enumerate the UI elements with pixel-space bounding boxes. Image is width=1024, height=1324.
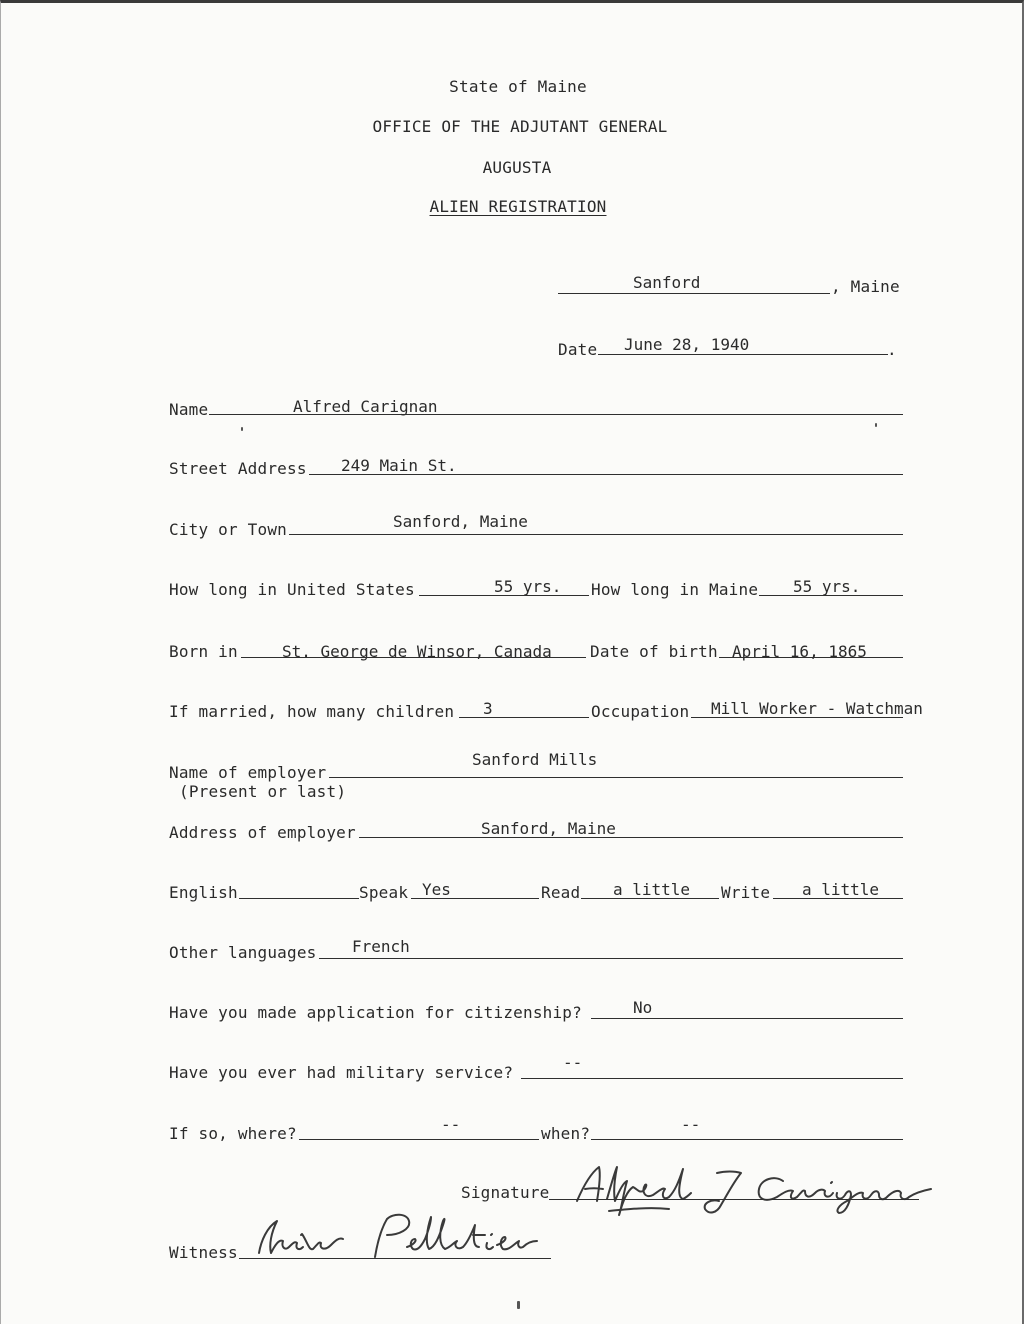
city-label: City or Town — [169, 520, 287, 539]
street-label: Street Address — [169, 459, 307, 478]
read-line — [581, 898, 719, 899]
military-value: -- — [563, 1053, 583, 1072]
signature-handwriting — [549, 1161, 939, 1219]
read-value: a little — [613, 880, 691, 899]
date-terminal: . — [887, 340, 897, 359]
employer-value: Sanford Mills — [472, 750, 598, 769]
date-value: June 28, 1940 — [624, 335, 750, 354]
street-line — [309, 474, 903, 475]
born-label: Born in — [169, 642, 238, 661]
where-line — [299, 1139, 539, 1140]
signature-label: Signature — [461, 1183, 550, 1202]
name-line — [209, 414, 903, 415]
speak-line — [411, 898, 539, 899]
name-label: Name — [169, 400, 209, 419]
citizenship-value: No — [633, 998, 653, 1017]
english-line — [239, 898, 359, 899]
name-value: Alfred Carignan — [293, 397, 438, 416]
place-town-line — [558, 293, 830, 294]
employer-address-value: Sanford, Maine — [481, 819, 616, 838]
children-value: 3 — [483, 699, 493, 718]
us-years-line — [419, 595, 589, 596]
write-label: Write — [721, 883, 771, 902]
employer-address-label: Address of employer — [169, 823, 356, 842]
witness-handwriting — [247, 1205, 547, 1263]
occupation-value: Mill Worker - Watchman — [711, 699, 923, 718]
speak-label: Speak — [359, 883, 409, 902]
witness-line — [239, 1258, 551, 1259]
citizenship-label: Have you made application for citizenship? — [169, 1003, 582, 1022]
read-label: Read — [541, 883, 581, 902]
occupation-line — [691, 717, 903, 718]
header-city: AUGUSTA — [482, 158, 552, 177]
born-value: St. George de Winsor, Canada — [282, 642, 552, 661]
maine-years-label: How long in Maine — [591, 580, 759, 599]
place-town-value: Sanford — [633, 273, 701, 292]
children-line — [459, 717, 589, 718]
employer-label: Name of employer — [169, 763, 327, 782]
signature-line — [549, 1199, 919, 1200]
employer-sublabel: (Present or last) — [179, 782, 347, 801]
military-label: Have you ever had military service? — [169, 1063, 514, 1082]
other-languages-value: French — [352, 937, 410, 956]
other-languages-label: Other languages — [169, 943, 317, 962]
when-label: when? — [541, 1124, 591, 1143]
scan-speck — [517, 1301, 520, 1309]
dob-value: April 16, 1865 — [732, 642, 867, 661]
other-languages-line — [319, 958, 903, 959]
when-line — [591, 1139, 903, 1140]
born-line — [241, 657, 586, 658]
dob-line — [719, 657, 903, 658]
city-value: Sanford, Maine — [393, 512, 528, 531]
write-value: a little — [802, 880, 880, 899]
us-years-label: How long in United States — [169, 580, 415, 599]
header-state: State of Maine — [449, 77, 587, 96]
when-value: -- — [681, 1115, 701, 1134]
city-line — [289, 534, 903, 535]
date-line — [598, 354, 888, 355]
dob-label: Date of birth — [590, 642, 718, 661]
date-label: Date — [558, 340, 598, 359]
occupation-label: Occupation — [591, 702, 690, 721]
write-line — [773, 898, 903, 899]
witness-label: Witness — [169, 1243, 238, 1262]
employer-line — [329, 777, 903, 778]
scan-speck — [241, 427, 243, 431]
maine-years-value: 55 yrs. — [793, 577, 861, 596]
us-years-value: 55 yrs. — [494, 577, 562, 596]
scan-speck — [875, 423, 877, 427]
header-office: OFFICE OF THE ADJUTANT GENERAL — [372, 117, 668, 136]
speak-value: Yes — [422, 880, 451, 899]
employer-address-line — [359, 837, 903, 838]
military-line — [521, 1078, 903, 1079]
place-state-label: , Maine — [831, 277, 900, 296]
where-value: -- — [441, 1115, 461, 1134]
citizenship-line — [591, 1018, 903, 1019]
maine-years-line — [759, 595, 903, 596]
english-label: English — [169, 883, 238, 902]
form-title: ALIEN REGISTRATION — [429, 197, 607, 216]
children-label: If married, how many children — [169, 702, 455, 721]
where-label: If so, where? — [169, 1124, 297, 1143]
street-value: 249 Main St. — [341, 456, 457, 475]
